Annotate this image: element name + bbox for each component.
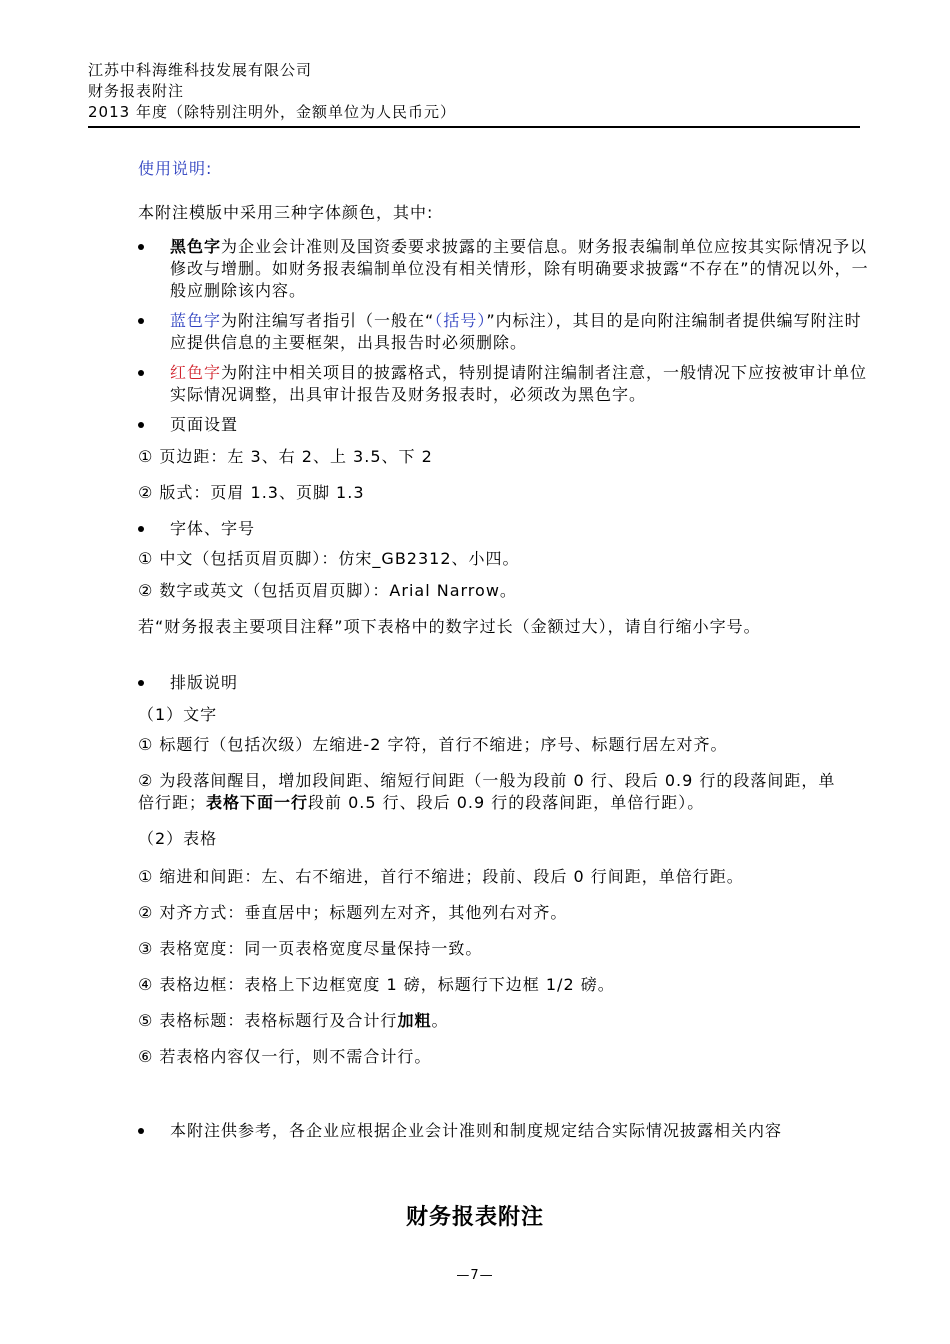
- long-number-note: 若“财务报表主要项目注释”项下表格中的数字过长（金额过大），请自行缩小字号。: [138, 617, 761, 636]
- text-rule-2-a: ② 为段落间醒目，增加段间距、缩短行间距（一般为段前 0 行、段后 0.9 行的段落间距，单倍行距；: [138, 771, 836, 812]
- usage-intro: 本附注模版中采用三种字体颜色，其中:: [138, 203, 434, 222]
- usage-heading: 使用说明:: [138, 159, 213, 178]
- reference-text: 本附注供参考，各企业应根据企业会计准则和制度规定结合实际情况披露相关内容: [170, 1121, 783, 1140]
- list-item-font: [138, 518, 870, 540]
- table-rule-5-a: ⑤ 表格标题：表格标题行及合计行: [138, 1011, 398, 1030]
- page-setup-heading: 页面设置: [170, 415, 239, 434]
- red-term: 红色字: [170, 363, 222, 382]
- list-item-blue: [138, 310, 870, 354]
- blue-bracket: （括号）: [434, 311, 487, 330]
- table-rule-4: ④ 表格边框：表格上下边框宽度 1 磅，标题行下边框 1/2 磅。: [138, 975, 615, 994]
- table-rule-3: ③ 表格宽度：同一页表格宽度尽量保持一致。: [138, 939, 483, 958]
- black-term: 黑色字: [170, 237, 222, 256]
- blue-text-a: 为附注编写者指引（一般在“: [221, 311, 435, 330]
- text-section-heading: （1）文字: [138, 705, 218, 724]
- text-rule-2-b: 段前 0.5 行、段后 0.9 行的段落间距，单倍行距）。: [308, 793, 705, 812]
- document-title: 财务报表附注: [88, 82, 185, 100]
- section-title: 财务报表附注: [405, 1205, 544, 1230]
- text-rule-1: ① 标题行（包括次级）左缩进-2 字符，首行不缩进；序号、标题行居左对齐。: [138, 735, 728, 754]
- font-en-text: ② 数字或英文（包括页眉页脚）：Arial Narrow。: [138, 581, 517, 600]
- list-item-red: [138, 362, 870, 406]
- page-number: —7—: [456, 1268, 494, 1283]
- bullet-icon: [138, 1128, 144, 1134]
- bullet-icon: [138, 318, 144, 324]
- text-rule-2: [138, 770, 838, 814]
- font-cn-text: ① 中文（包括页眉页脚）：仿宋_GB2312、小四。: [138, 549, 520, 568]
- blue-text-b: ”内标注），其目的是向附注编制者提供编写附注时应提供信息的主要框架，出具报告时必须删除。: [170, 311, 862, 352]
- list-item-black: [138, 236, 870, 302]
- bullet-icon: [138, 526, 144, 532]
- table-rule-5-bold: 加粗: [397, 1011, 432, 1030]
- table-section-heading: （2）表格: [138, 829, 218, 848]
- typeset-heading: 排版说明: [170, 673, 239, 692]
- table-rule-5-b: 。: [431, 1011, 449, 1030]
- margins-text: ① 页边距：左 3、右 2、上 3.5、下 2: [138, 447, 433, 466]
- header-divider: [88, 126, 860, 128]
- table-rule-2: ② 对齐方式：垂直居中；标题列左对齐，其他列右对齐。: [138, 903, 568, 922]
- list-item-page-setup: [138, 414, 870, 436]
- table-rule-1: ① 缩进和间距：左、右不缩进，首行不缩进；段前、段后 0 行间距，单倍行距。: [138, 867, 744, 886]
- period-note: 2013 年度（除特别注明外，金额单位为人民币元）: [88, 103, 456, 121]
- font-heading: 字体、字号: [170, 519, 256, 538]
- table-rule-5: [138, 1010, 448, 1032]
- layout-text: ② 版式：页眉 1.3、页脚 1.3: [138, 483, 365, 502]
- table-rule-6: ⑥ 若表格内容仅一行，则不需合计行。: [138, 1047, 432, 1066]
- list-item-typeset: [138, 672, 870, 694]
- red-text: 为附注中相关项目的披露格式，特别提请附注编制者注意，一般情况下应按被审计单位实际情况调整，出具审计报告及财务报表时，必须改为黑色字。: [170, 363, 868, 404]
- black-text: 为企业会计准则及国资委要求披露的主要信息。财务报表编制单位应按其实际情况予以修改与增删。如财务报表编制单位没有相关情形，除有明确要求披露“不存在”的情况以外，一般应删除该内容。: [170, 237, 869, 300]
- bullet-icon: [138, 370, 144, 376]
- company-name: 江苏中科海维科技发展有限公司: [88, 61, 313, 79]
- bullet-icon: [138, 422, 144, 428]
- text-rule-2-bold: 表格下面一行: [206, 793, 309, 812]
- bullet-icon: [138, 680, 144, 686]
- bullet-icon: [138, 244, 144, 250]
- page-header: [88, 60, 860, 123]
- list-item-reference: [138, 1120, 870, 1142]
- blue-term: 蓝色字: [170, 311, 222, 330]
